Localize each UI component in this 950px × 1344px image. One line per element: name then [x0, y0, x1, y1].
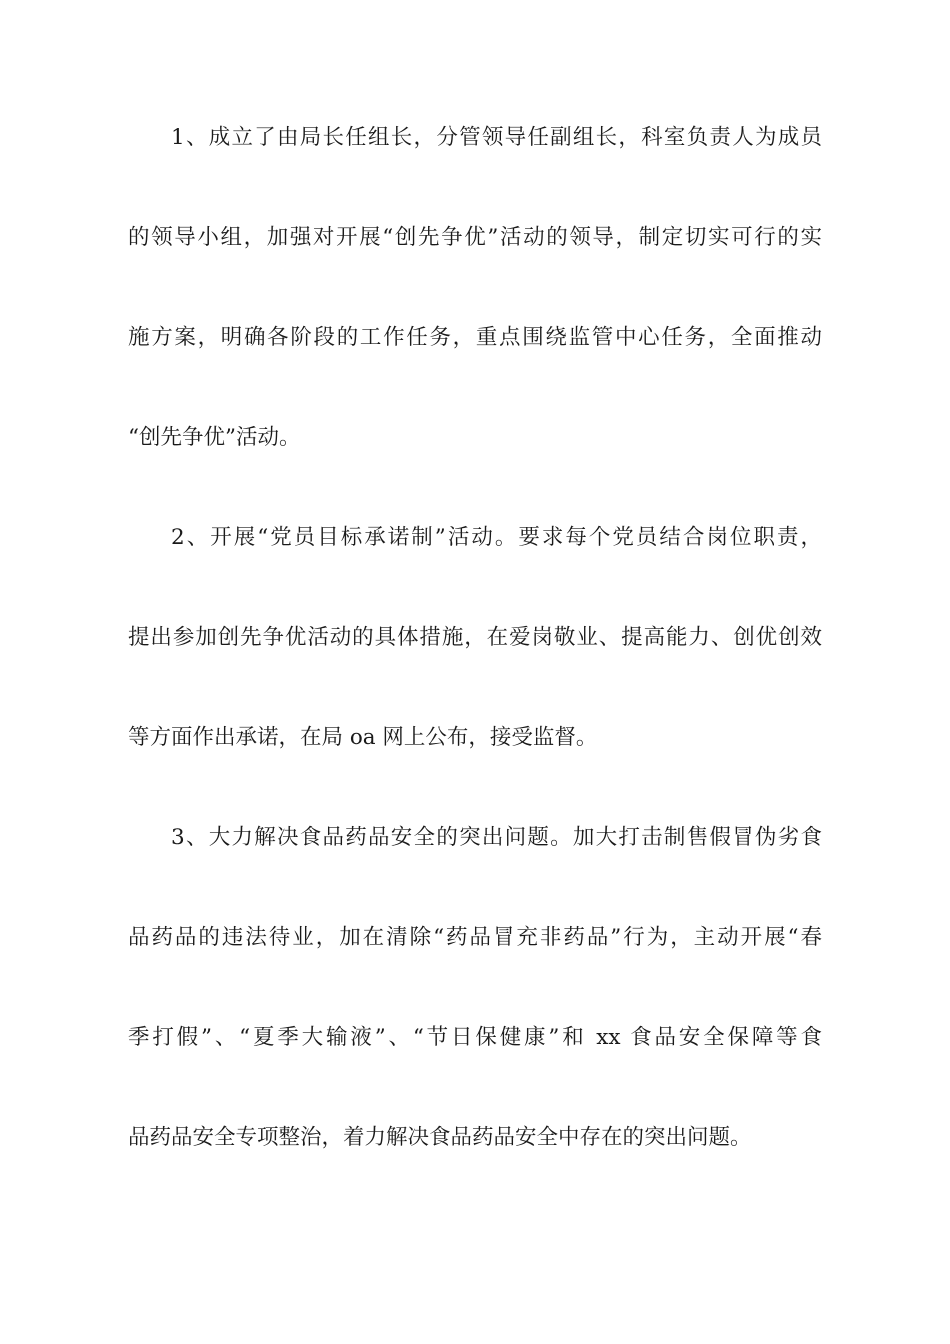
paragraph-line: 提出参加创先争优活动的具体措施，在爱岗敬业、提高能力、创优创效 — [128, 625, 822, 650]
paragraph-line: 2、开展“党员目标承诺制”活动。要求每个党员结合岗位职责， — [171, 525, 822, 550]
paragraph-line: 的领导小组，加强对开展“创先争优”活动的领导，制定切实可行的实 — [128, 225, 822, 250]
paragraph-line: 品药品的违法待业，加在清除“药品冒充非药品”行为，主动开展“春 — [128, 925, 822, 950]
paragraph-line: 季打假”、“夏季大输液”、“节日保健康”和 xx 食品安全保障等食 — [128, 1025, 822, 1050]
paragraph-line: “创先争优”活动。 — [128, 425, 301, 450]
paragraph-line: 3、大力解决食品药品安全的突出问题。加大打击制售假冒伪劣食 — [171, 825, 822, 850]
paragraph-line: 等方面作出承诺，在局 oa 网上公布，接受监督。 — [128, 725, 598, 750]
paragraph-1 — [128, 127, 822, 527]
paragraph-3 — [128, 827, 822, 1227]
paragraph-2 — [128, 527, 822, 827]
paragraph-line: 施方案，明确各阶段的工作任务，重点围绕监管中心任务，全面推动 — [128, 325, 822, 350]
paragraph-line: 1、成立了由局长任组长，分管领导任副组长，科室负责人为成员 — [171, 125, 822, 150]
paragraph-line: 品药品安全专项整治，着力解决食品药品安全中存在的突出问题。 — [128, 1125, 752, 1150]
